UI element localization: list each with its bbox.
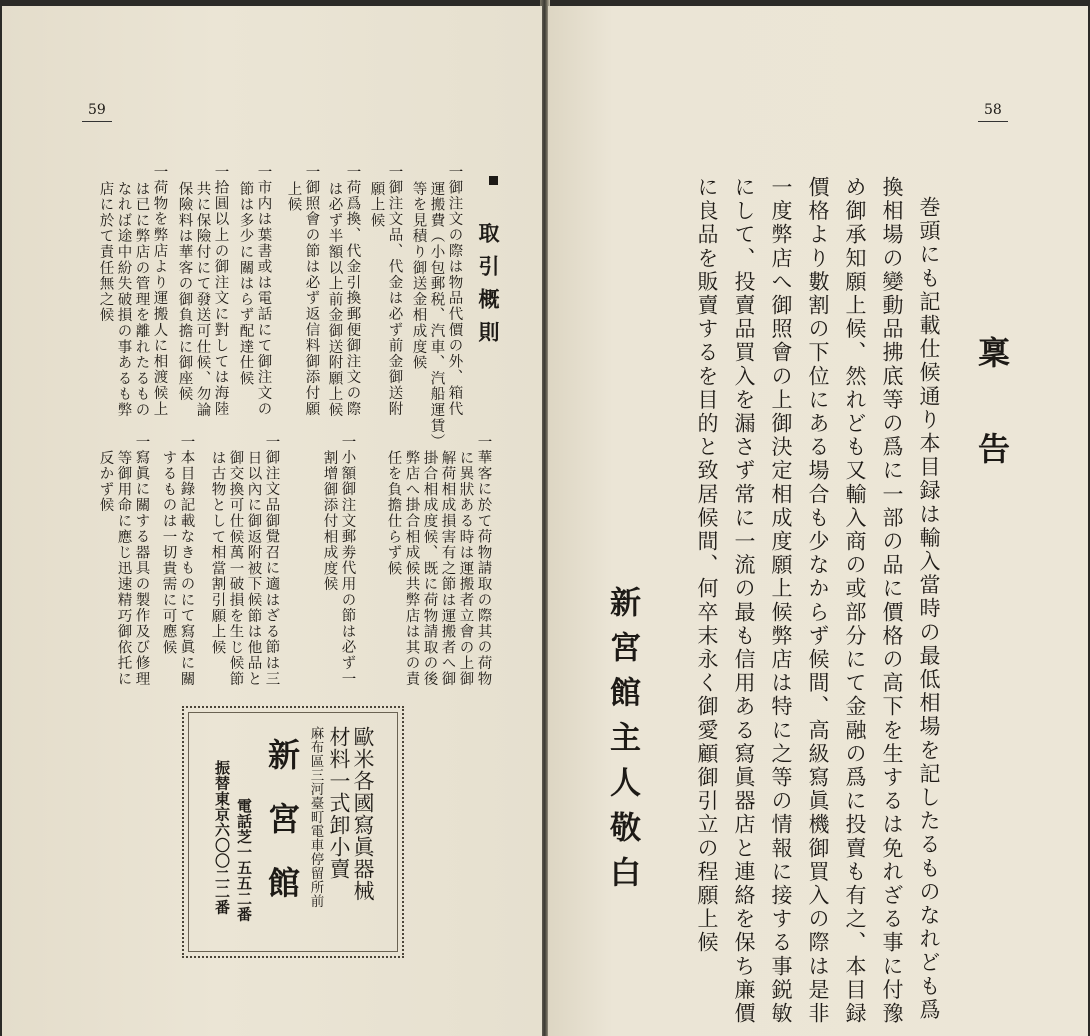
rule-line: なれば途中紛失破損の事あるも弊 bbox=[115, 181, 132, 418]
advert-transfer-account: 振替東京六〇〇二二番 bbox=[213, 760, 231, 915]
rule-line: 上候 bbox=[285, 181, 302, 213]
rule-line: 一本目錄記載なきものにて寫眞に關 bbox=[178, 434, 195, 687]
rule-line: 共に保險付にて發送可仕候、勿論 bbox=[194, 181, 211, 418]
notice-line: に良品を販賣するを目的と致居候間、何卒末永く御愛顧御引立の程願上候 bbox=[695, 176, 719, 955]
page-number-58: 58 bbox=[978, 102, 1008, 122]
rule-line: 一荷物を弊店より運搬人に相渡候上 bbox=[151, 164, 168, 417]
rule-line: 一華客に於て荷物請取の際其の荷物 bbox=[475, 434, 492, 687]
rules-heading: 取引概則 bbox=[478, 176, 499, 354]
notice-line: 一度弊店へ御照會の上御決定相成度願上候弊店は特に之等の情報に接する事鋭敏 bbox=[769, 176, 793, 1026]
rule-line: に異狀ある時は運搬者立會の上御 bbox=[457, 450, 474, 687]
heading-bullet-icon bbox=[489, 176, 498, 185]
right-page bbox=[548, 6, 1088, 1036]
left-page bbox=[2, 6, 542, 1036]
rule-line: 掛合相成度候、既に荷物請取の後 bbox=[421, 450, 438, 687]
rule-line: するものは一切貴需に可應候 bbox=[160, 450, 177, 656]
rule-line: 保險料は華客の御負擔に御座候 bbox=[176, 181, 193, 403]
rule-line: 一御注文の際は物品代價の外、箱代 bbox=[446, 164, 463, 417]
rule-line: 一荷爲換、代金引換郵便御注文の際 bbox=[344, 164, 361, 417]
advert-address: 麻布區三河臺町電車停留所前 bbox=[307, 726, 324, 908]
rule-line: 一小額御注文郵劵代用の節は必ず一 bbox=[339, 434, 356, 687]
notice-line: 巻頭にも記載仕候通り本目録は輸入當時の最低相場を記したるものなれども爲 bbox=[917, 196, 941, 1022]
advert-line-1: 歐米各國寫眞器械 bbox=[351, 726, 375, 902]
rule-line: 解荷相成損害有之節は運搬者へ御 bbox=[439, 450, 456, 687]
rule-line: 一御注文品、代金は必ず前金御送附 bbox=[386, 164, 403, 417]
rule-line: は必ず半額以上前金御送附願上候 bbox=[326, 181, 343, 418]
advert-line-2: 材料一式卸小賣 bbox=[327, 726, 351, 880]
rule-line: 運搬費（小包郵税、汽車、汽船運賃） bbox=[428, 181, 445, 450]
rule-line: 割增御添付相成度候 bbox=[321, 450, 338, 593]
rule-line: 任を負擔仕らず候 bbox=[385, 450, 402, 577]
notice-line: にして、投賣品買入を漏さず常に一流の最も信用ある寫眞器店と連絡を保ち廉價 bbox=[732, 176, 756, 1026]
rule-line: 日以內に御返附被下候節は他品と bbox=[245, 450, 262, 687]
shop-advert-box bbox=[182, 706, 404, 958]
notice-title: 稟 告 bbox=[973, 336, 1011, 464]
rule-line: 等を見積り御送金相成度候 bbox=[410, 181, 427, 371]
page-number-59: 59 bbox=[82, 102, 112, 122]
rule-line: 一市内は葉書或は電話にて御注文の bbox=[255, 164, 272, 417]
rule-line: 一拾圓以上の御注文に對しては海陸 bbox=[212, 164, 229, 417]
rule-line: 店に於て責任無之候 bbox=[97, 181, 114, 324]
rule-line: 反かず候 bbox=[97, 450, 114, 514]
rule-line: 御交換可仕候萬一破損を生じ候節 bbox=[227, 450, 244, 687]
rule-line: 一御照會の節は必ず返信料御添付願 bbox=[303, 164, 320, 417]
notice-signature: 新宮館主人敬白 bbox=[604, 586, 640, 901]
notice-line: 價格より數割の下位にある場合も少なからず候間、高級寫眞機御買入の際は是非 bbox=[806, 176, 830, 1026]
rule-line: 一寫眞に關する器具の製作及び修理 bbox=[133, 434, 150, 687]
advert-shop-name: 新 宮 館 bbox=[263, 738, 301, 898]
advert-phone: 電話芝一五五二番 bbox=[235, 798, 253, 922]
notice-line: め御承知願上候、然れども又輸入商の或部分にて金融の爲に投賣も有之、本目録 bbox=[843, 176, 867, 1026]
rule-line: は已に弊店の管理を離れたるもの bbox=[133, 181, 150, 418]
rule-line: 一御注文品御覺召に適はざる節は三 bbox=[263, 434, 280, 687]
notice-line: 換相場の變動品拂底等の爲に一部の品に價格の高下を生するは免れざる事に付豫 bbox=[880, 176, 904, 1026]
rule-line: 節は多少に關はらず配達仕候 bbox=[237, 181, 254, 387]
rule-line: 弊店へ掛合相成候共弊店は其の責 bbox=[403, 450, 420, 687]
rule-line: 願上候 bbox=[368, 181, 385, 229]
rule-line: は古物として相當割引願上候 bbox=[209, 450, 226, 656]
rule-line: 等御用命に應じ迅速精巧御依托に bbox=[115, 450, 132, 687]
